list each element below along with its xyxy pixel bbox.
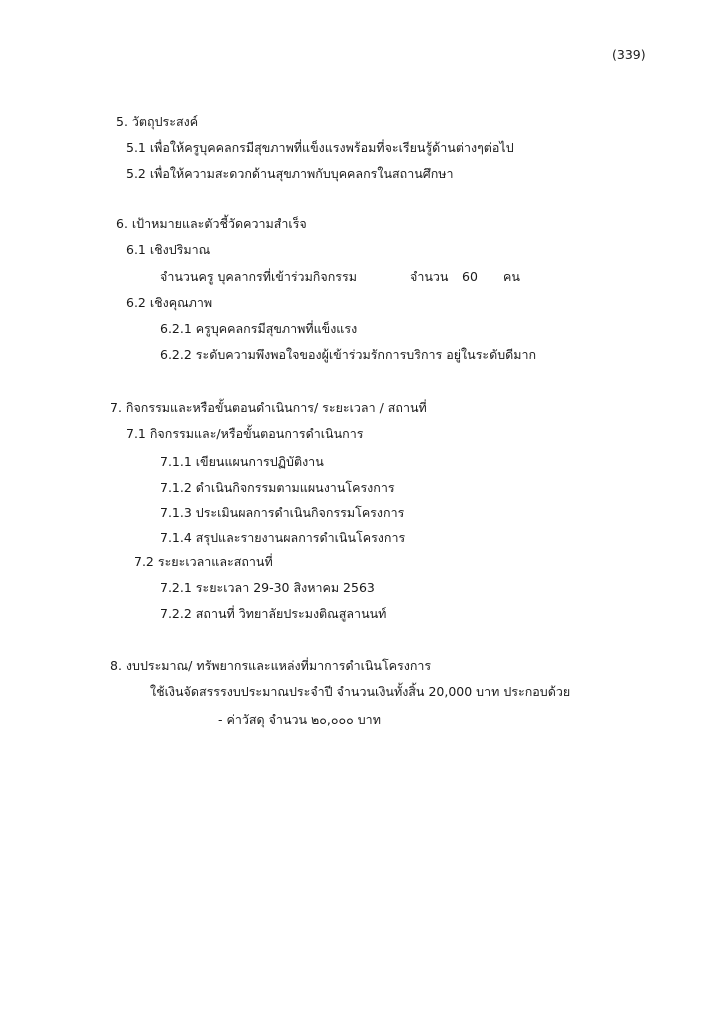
budget-item: - ค่าวัสดุ จำนวน ๒๐,๐๐๐ บาท bbox=[218, 712, 381, 727]
activity-item: 7.1.2 ดำเนินกิจกรรมตามแผนงานโครงการ bbox=[160, 480, 395, 495]
section-8-heading: 8. งบประมาณ/ ทรัพยากรและแหล่งที่มาการดำเนินโครงการ bbox=[110, 658, 432, 673]
section-7-heading: 7. กิจกรรมและหรือขั้นตอนดำเนินการ/ ระยะเวลา / สถานที่ bbox=[110, 400, 427, 415]
quantity-label: จำนวนครู บุคลากรที่เข้าร่วมกิจกรรม bbox=[160, 269, 357, 284]
time-place-heading: 7.2 ระยะเวลาและสถานที่ bbox=[134, 554, 273, 569]
budget-text: ใช้เงินจัดสรรรงบประมาณประจำปี จำนวนเงินทั้งสิ้น 20,000 บาท ประกอบด้วย bbox=[150, 684, 571, 699]
quality-item: 6.2.2 ระดับความพึงพอใจของผู้เข้าร่วมรักการบริการ อยู่ในระดับดีมาก bbox=[160, 347, 537, 362]
section-6-heading: 6. เป้าหมายและตัวชี้วัดความสำเร็จ bbox=[116, 216, 307, 231]
section-5-heading: 5. วัตถุประสงค์ bbox=[116, 114, 199, 129]
time-place-item: 7.2.2 สถานที่ วิทยาลัยประมงติณสูลานนท์ bbox=[160, 606, 387, 621]
page-number: (339) bbox=[612, 47, 646, 62]
objective-item: 5.2 เพื่อให้ความสะดวกด้านสุขภาพกับบุคคลกรในสถานศึกษา bbox=[126, 166, 454, 181]
activities-heading: 7.1 กิจกรรมและ/หรือขั้นตอนการดำเนินการ bbox=[126, 426, 364, 441]
quality-heading: 6.2 เชิงคุณภาพ bbox=[126, 295, 213, 310]
quantity-unit: คน bbox=[503, 269, 520, 284]
activity-item: 7.1.1 เขียนแผนการปฏิบัติงาน bbox=[160, 454, 324, 469]
quality-item: 6.2.1 ครูบุคคลกรมีสุขภาพที่แข็งแรง bbox=[160, 321, 358, 336]
activity-item: 7.1.3 ประเมินผลการดำเนินกิจกรรมโครงการ bbox=[160, 505, 405, 520]
quantity-count: 60 bbox=[462, 269, 478, 284]
quantity-count-label: จำนวน bbox=[410, 269, 449, 284]
time-place-item: 7.2.1 ระยะเวลา 29-30 สิงหาคม 2563 bbox=[160, 580, 375, 595]
objective-item: 5.1 เพื่อให้ครูบุคคลกรมีสุขภาพที่แข็งแรงพร้อมที่จะเรียนรู้ด้านต่างๆต่อไป bbox=[126, 140, 514, 155]
quantity-heading: 6.1 เชิงปริมาณ bbox=[126, 242, 211, 257]
activity-item: 7.1.4 สรุปและรายงานผลการดำเนินโครงการ bbox=[160, 530, 406, 545]
